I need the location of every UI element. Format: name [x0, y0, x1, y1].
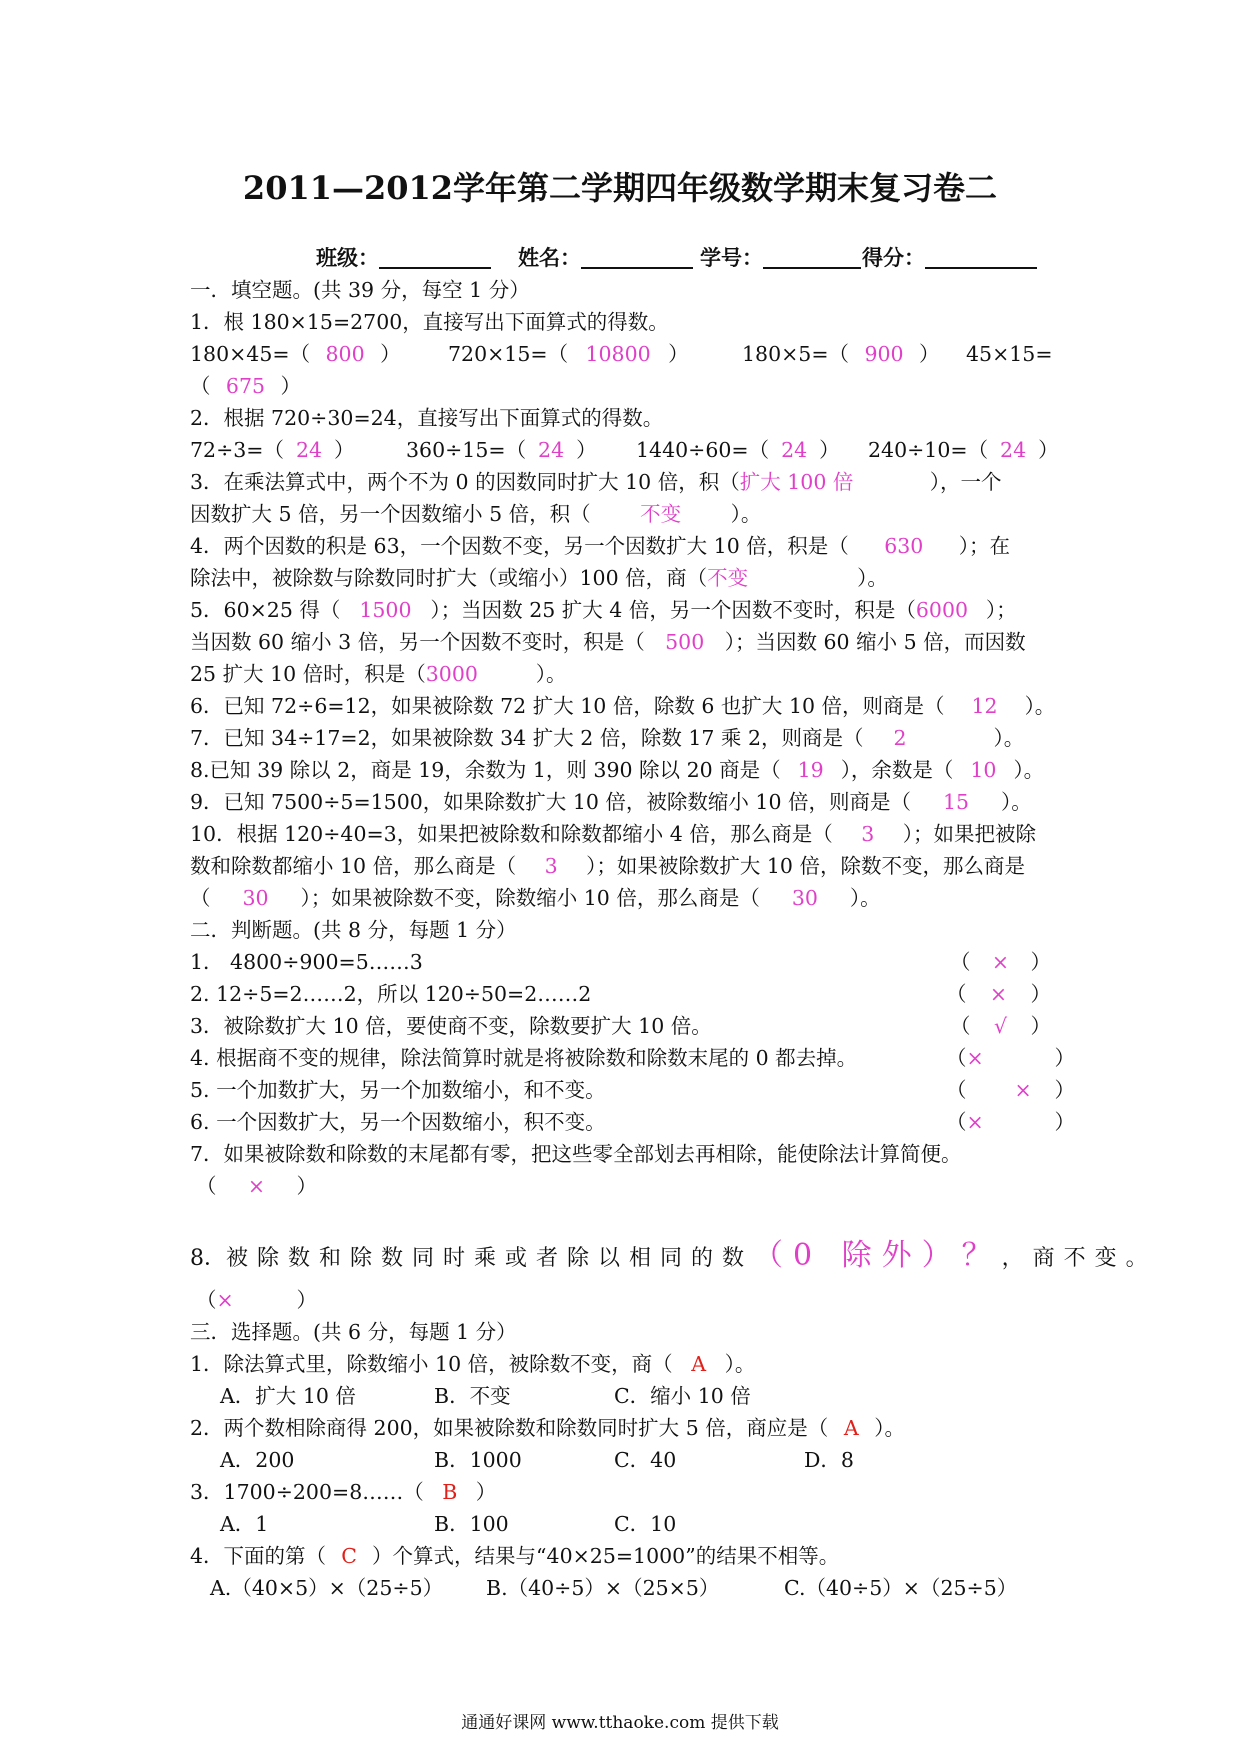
q2-answer2: 24	[538, 438, 565, 462]
choice-q2-opt-b: B．1000	[434, 1448, 522, 1472]
judge-answer-3: （ √ ）	[950, 1014, 1051, 1038]
q2-expr3: 1440÷60=（ 24 ）	[636, 438, 840, 462]
q10-answer2: 3	[544, 854, 558, 878]
judge-mark-7: ×	[247, 1174, 266, 1198]
q1-intro: 1．根 180×15=2700，直接写出下面算式的得数。	[190, 310, 669, 334]
q10-line1: 10．根据 120÷40=3，如果把被除数和除数都缩小 4 倍，那么商是（ 3 ）；如果把被除	[190, 822, 1037, 846]
choice-q1-opt-a: A．扩大 10 倍	[220, 1384, 356, 1408]
choice-q3-answer: B	[442, 1480, 458, 1504]
q1-expr4: 45×15=	[966, 342, 1053, 366]
choice-q3-opt-c: C．10	[614, 1512, 677, 1536]
judge-mark-4: ×	[966, 1046, 984, 1070]
choice-q1-opt-c: C．缩小 10 倍	[614, 1384, 751, 1408]
q2-answer4: 24	[1000, 438, 1027, 462]
judge-answer-7: （ × ）	[196, 1174, 317, 1198]
q2-expr4: 240÷10=（ 24 ）	[868, 438, 1059, 462]
judge-item-4: 4. 根据商不变的规律，除法简算时就是将被除数和除数末尾的 0 都去掉。	[190, 1046, 858, 1070]
choice-q4-opt-b: B.（40÷5）×（25×5）	[486, 1576, 720, 1600]
q10-answer4: 30	[791, 886, 818, 910]
q8-answer1: 19	[797, 758, 824, 782]
q7: 7．已知 34÷17=2，如果被除数 34 扩大 2 倍，除数 17 乘 2，则商是（ 2 ）。	[190, 726, 1025, 750]
judge-answer-1: （ × ）	[950, 950, 1051, 974]
judge-item-7: 7．如果被除数和除数的末尾都有零，把这些零全部划去再相除，能使除法计算简便。	[190, 1142, 962, 1166]
judge-answer-6: （× ）	[946, 1110, 1075, 1134]
score-field[interactable]	[862, 242, 1037, 272]
choice-q2-opt-d: D．8	[804, 1448, 854, 1472]
q9-answer: 15	[943, 790, 970, 814]
q1-answer4: 675	[225, 374, 266, 398]
choice-q3-opt-a: A．1	[220, 1512, 269, 1536]
number-label: 学号：	[700, 245, 763, 270]
q3-line1: 3．在乘法算式中，两个不为 0 的因数同时扩大 10 倍，积（扩大 100 倍 ），一个	[190, 470, 1002, 494]
judge-item-2: 2. 12÷5=2……2，所以 120÷50=2……2	[190, 982, 592, 1006]
section2-header: 二．判断题。(共 8 分，每题 1 分）	[190, 918, 517, 942]
q3-answer1: 扩大 100 倍	[739, 470, 854, 494]
judge-mark-6: ×	[966, 1110, 984, 1134]
q4-answer1: 630	[884, 534, 924, 558]
q3-answer2: 不变	[640, 502, 682, 526]
choice-q4-answer: C	[341, 1544, 357, 1568]
q1-expr3: 180×5=（ 900 ）	[742, 342, 940, 366]
q10-answer3: 30	[242, 886, 269, 910]
choice-q4-opt-a: A.（40×5）×（25÷5）	[210, 1576, 444, 1600]
q8: 8.已知 39 除以 2，商是 19，余数为 1，则 390 除以 20 商是（ 19 ），余数是（ 10 ）。	[190, 758, 1045, 782]
judge-answer-8: （× ）	[196, 1288, 317, 1312]
name-field[interactable]	[518, 242, 693, 272]
score-label: 得分：	[862, 245, 925, 270]
choice-q2-opt-c: C．40	[614, 1448, 677, 1472]
q10-line2: 数和除数都缩小 10 倍，那么商是（ 3 ）；如果被除数扩大 10 倍，除数不变，那么商是	[190, 854, 1025, 878]
q4-line1: 4．两个因数的积是 63，一个因数不变，另一个因数扩大 10 倍，积是（ 630 ）；在	[190, 534, 1011, 558]
number-blank[interactable]	[763, 247, 861, 269]
judge-mark-3: √	[993, 1014, 1008, 1038]
q1-expr4-cont: （ 675 ）	[190, 374, 301, 398]
q3-line2: 因数扩大 5 倍，另一个因数缩小 5 倍，积（ 不变 ）。	[190, 502, 762, 526]
choice-q2-opt-a: A．200	[220, 1448, 295, 1472]
judge-answer-2: （ × ）	[946, 982, 1051, 1006]
q10-line3: （ 30 ）；如果被除数不变，除数缩小 10 倍，那么商是（ 30 ）。	[190, 886, 881, 910]
q2-answer3: 24	[781, 438, 808, 462]
score-blank[interactable]	[925, 247, 1037, 269]
name-label: 姓名：	[518, 245, 581, 270]
q10-answer1: 3	[861, 822, 875, 846]
name-blank[interactable]	[581, 247, 693, 269]
q2-answer1: 24	[295, 438, 323, 462]
judge-item-5: 5. 一个加数扩大，另一个加数缩小，和不变。	[190, 1078, 606, 1102]
class-blank[interactable]	[379, 247, 491, 269]
judge-item-1: 1． 4800÷900=5……3	[190, 950, 423, 974]
judge-item-8-note: （0 除外）？	[753, 1238, 1002, 1273]
q2-expr2: 360÷15=（ 24 ）	[406, 438, 597, 462]
q5-answer2: 6000	[915, 598, 969, 622]
q1-answer1: 800	[325, 342, 365, 366]
judge-mark-8: ×	[216, 1288, 234, 1312]
choice-q1-answer: A	[691, 1352, 707, 1376]
q6: 6．已知 72÷6=12，如果被除数 72 扩大 10 倍，除数 6 也扩大 10 倍，则商是（ 12 ）。	[190, 694, 1056, 718]
judge-item-3: 3．被除数扩大 10 倍，要使商不变，除数要扩大 10 倍。	[190, 1014, 712, 1038]
q1-answer2: 10800	[585, 342, 651, 366]
choice-q2-answer: A	[843, 1416, 859, 1440]
judge-item-8: 8． 被除数和除数同时乘或者除以相同的数 （0 除外）？ ，商不变。	[190, 1238, 1157, 1273]
choice-q4: 4．下面的第（ C ）个算式，结果与“40×25=1000”的结果不相等。	[190, 1544, 840, 1568]
page-footer: 通通好课网 www.tthaoke.com 提供下载	[461, 1713, 779, 1733]
q1-expr1: 180×45=（ 800 ）	[190, 342, 401, 366]
choice-q4-opt-c: C.（40÷5）×（25÷5）	[784, 1576, 1018, 1600]
q2-expr1: 72÷3=（ 24 ）	[190, 438, 355, 462]
judge-answer-5: （ × ）	[946, 1078, 1075, 1102]
q5-answer1: 1500	[359, 598, 412, 622]
q7-answer: 2	[893, 726, 907, 750]
choice-q1: 1．除法算式里，除数缩小 10 倍，被除数不变，商（ A ）。	[190, 1352, 756, 1376]
q5-line2: 当因数 60 缩小 3 倍，另一个因数不变时，积是（ 500 ）；当因数 60 缩小 5 倍，而因数	[190, 630, 1026, 654]
choice-q1-opt-b: B．不变	[434, 1384, 511, 1408]
section1-header: 一．填空题。(共 39 分，每空 1 分）	[190, 278, 530, 302]
judge-mark-1: ×	[991, 950, 1010, 974]
section3-header: 三．选择题。(共 6 分，每题 1 分）	[190, 1320, 517, 1344]
page-title: 2011—2012学年第二学期四年级数学期末复习卷二	[242, 169, 998, 207]
q1-expr2: 720×15=（ 10800 ）	[448, 342, 689, 366]
q4-answer2: 不变	[707, 566, 749, 590]
judge-item-6: 6. 一个因数扩大，另一个因数缩小，积不变。	[190, 1110, 606, 1134]
q5-line3: 25 扩大 10 倍时，积是（3000 ）。	[190, 662, 567, 686]
choice-q3: 3．1700÷200=8……（ B ）	[190, 1480, 497, 1504]
choice-q3-opt-b: B．100	[434, 1512, 509, 1536]
judge-mark-5: ×	[1014, 1078, 1032, 1102]
q1-answer3: 900	[864, 342, 904, 366]
q8-answer2: 10	[970, 758, 997, 782]
number-field[interactable]	[700, 242, 861, 272]
q5-answer4: 3000	[425, 662, 478, 686]
q5-answer3: 500	[665, 630, 705, 654]
q4-line2: 除法中，被除数与除数同时扩大（或缩小）100 倍，商（不变 ）。	[190, 566, 888, 590]
q2-intro: 2．根据 720÷30=24，直接写出下面算式的得数。	[190, 406, 664, 430]
q5-line1: 5．60×25 得（ 1500 ）；当因数 25 扩大 4 倍，另一个因数不变时，积是（6000 ）；	[190, 598, 1017, 622]
class-label: 班级：	[316, 245, 379, 270]
choice-q2: 2．两个数相除商得 200，如果被除数和除数同时扩大 5 倍，商应是（ A ）。	[190, 1416, 906, 1440]
judge-mark-2: ×	[989, 982, 1008, 1006]
class-field[interactable]	[316, 242, 491, 272]
q6-answer: 12	[971, 694, 998, 718]
q9: 9．已知 7500÷5=1500，如果除数扩大 10 倍，被除数缩小 10 倍，则商是（ 15 ）。	[190, 790, 1032, 814]
judge-answer-4: （× ）	[946, 1046, 1075, 1070]
